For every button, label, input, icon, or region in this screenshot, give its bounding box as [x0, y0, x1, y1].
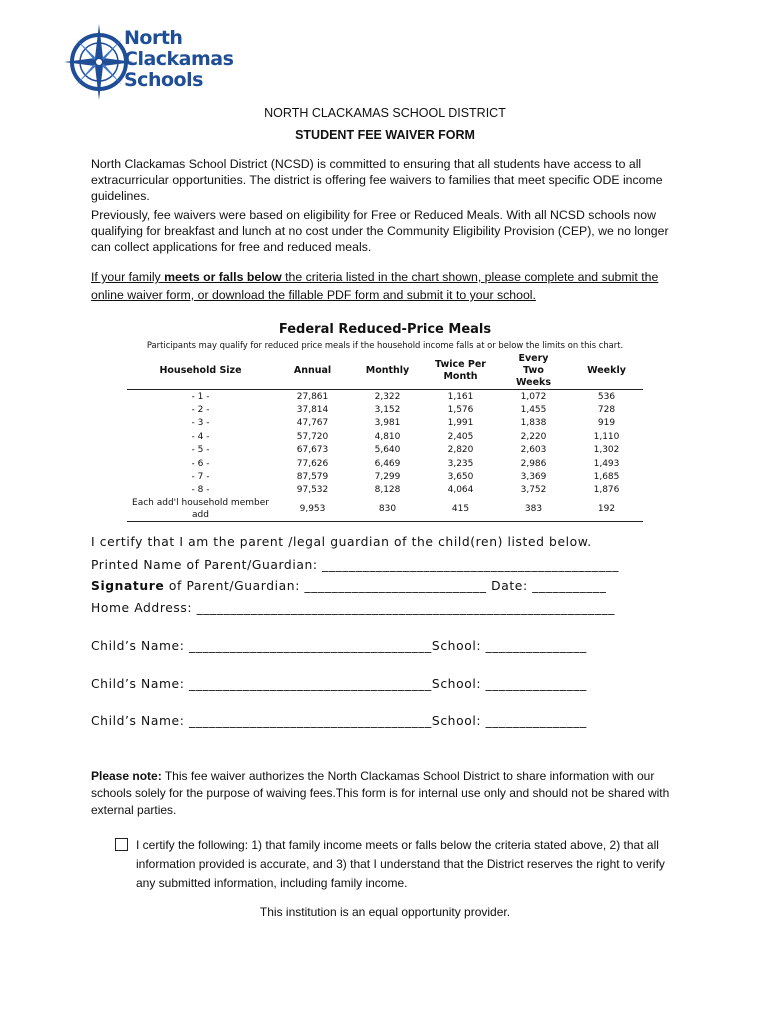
income-cell: 4,064 [447, 485, 474, 496]
certify-statement: I certify that I am the parent /legal guardian of the child(ren) listed below. [91, 535, 592, 549]
chart-subtitle: Participants may qualify for reduced price meals if the household income falls at or below the limits on this chart. [146, 340, 624, 350]
table-row [127, 457, 643, 470]
home-address-field[interactable]: Home Address: ______________________________________________________________ [91, 601, 616, 615]
income-cell: 3,152 [374, 405, 401, 416]
income-cell: 2,986 [520, 458, 547, 469]
income-cell: 7,299 [374, 472, 401, 483]
table-row [127, 403, 643, 416]
table-row [127, 430, 643, 443]
signature-field[interactable] [91, 579, 606, 593]
income-cell: 1,161 [447, 391, 474, 402]
intro-paragraph-1: North Clackamas School District (NCSD) is committed to ensuring that all students have access to all extracurricular opportunities. The district is offering fee waivers to families that meet specific ODE income guidelines. [91, 157, 663, 203]
household-size-cell: - 3 - [191, 418, 210, 429]
income-cell: 77,626 [296, 458, 329, 469]
note-text: This fee waiver authorizes the North Clackamas School District to share information with our schools solely for the purpose of waiving fees.This form is for internal use only and should not be shared with external parties. [91, 769, 670, 817]
income-cell: 2,220 [520, 431, 547, 442]
income-cell: 6,469 [374, 458, 401, 469]
income-cell: 9,953 [274, 497, 351, 522]
income-cell: 3,650 [447, 472, 474, 483]
household-size-cell: - 6 - [191, 458, 210, 469]
income-cell: 2,322 [374, 391, 401, 402]
please-note [91, 768, 681, 819]
income-cell: 2,603 [520, 445, 547, 456]
instructions-emphasis: meets or falls below [164, 270, 282, 284]
income-cell: 3,369 [520, 472, 547, 483]
income-cell: 47,767 [296, 418, 329, 429]
column-header: Household Size [127, 353, 274, 390]
column-header: Weekly [570, 353, 643, 390]
income-limits-table [127, 353, 643, 522]
instructions-paragraph [91, 268, 681, 304]
income-cell: 27,861 [296, 391, 329, 402]
income-cell: 3,981 [374, 418, 401, 429]
logo-line-2: Clackamas [124, 48, 234, 70]
income-cell: 1,302 [593, 445, 620, 456]
income-cell: 919 [597, 418, 616, 429]
income-cell: 728 [597, 405, 616, 416]
district-name: NORTH CLACKAMAS SCHOOL DISTRICT [264, 106, 506, 120]
household-size-cell: Each add'l household member add [127, 497, 274, 522]
income-cell: 67,673 [296, 445, 329, 456]
income-cell: 415 [424, 497, 497, 522]
income-cell: 1,493 [593, 458, 620, 469]
household-size-cell: - 1 - [191, 391, 210, 402]
income-cell: 97,532 [296, 485, 329, 496]
income-cell: 383 [497, 497, 570, 522]
instructions-text-start: If your family [91, 270, 165, 284]
income-cell: 536 [597, 391, 616, 402]
income-cell: 1,838 [520, 418, 547, 429]
income-cell: 3,752 [520, 485, 547, 496]
column-header: Annual [274, 353, 351, 390]
logo-line-1: North [124, 27, 183, 49]
income-cell: 57,720 [296, 431, 329, 442]
equal-opportunity-statement: This institution is an equal opportunity provider. [259, 905, 511, 919]
chart-title: Federal Reduced-Price Meals [278, 322, 492, 337]
income-cell: 1,110 [593, 431, 620, 442]
income-cell: 5,640 [374, 445, 401, 456]
income-cell: 1,455 [520, 405, 547, 416]
child-name-field-1[interactable]: Child’s Name: ____________________________________School: _______________ [91, 639, 587, 653]
instructions-text-end: the criteria listed in the chart shown, please complete and submit the online waiver form, or download the fillable PDF form and submit it to your school. [91, 270, 659, 302]
child-name-field-3[interactable]: Child’s Name: ____________________________________School: _______________ [91, 714, 587, 728]
household-size-cell: - 5 - [191, 445, 210, 456]
table-body [127, 390, 643, 522]
income-cell: 1,991 [447, 418, 474, 429]
form-title: STUDENT FEE WAIVER FORM [295, 128, 475, 142]
signature-label-rest: of Parent/Guardian: ___________________________ Date: ___________ [164, 579, 607, 593]
column-header: Twice Per Month [424, 353, 497, 390]
printed-name-field[interactable]: Printed Name of Parent/Guardian: ____________________________________________ [91, 558, 620, 572]
income-cell: 1,072 [520, 391, 547, 402]
income-cell: 87,579 [296, 472, 329, 483]
income-cell: 37,814 [296, 405, 329, 416]
table-row [127, 470, 643, 483]
table-row [127, 390, 643, 404]
income-cell: 830 [351, 497, 424, 522]
income-cell: 1,685 [593, 472, 620, 483]
certification-text: I certify the following: 1) that family income meets or falls below the criteria stated above, 2) that all information provided is accurate, and 3) that I understand that the District reserves the right to verify any submitted information, including family income. [136, 838, 665, 890]
table-header-row [127, 353, 643, 390]
table-row [127, 444, 643, 457]
income-cell: 2,405 [447, 431, 474, 442]
household-size-cell: - 2 - [191, 405, 210, 416]
table-row [127, 484, 643, 497]
income-cell: 4,810 [374, 431, 401, 442]
logo-line-3: Schools [124, 69, 203, 91]
column-header: Every Two Weeks [497, 353, 570, 390]
table-row [127, 417, 643, 430]
income-cell: 1,876 [593, 485, 620, 496]
note-label: Please note: [91, 769, 162, 783]
column-header: Monthly [351, 353, 424, 390]
child-name-field-2[interactable]: Child’s Name: ____________________________________School: _______________ [91, 677, 587, 691]
income-cell: 1,576 [447, 405, 474, 416]
household-size-cell: - 7 - [191, 472, 210, 483]
certification-checkbox[interactable] [115, 838, 128, 851]
household-size-cell: - 4 - [191, 431, 210, 442]
income-cell: 192 [570, 497, 643, 522]
income-cell: 2,820 [447, 445, 474, 456]
signature-label-bold: Signature [91, 579, 165, 593]
income-cell: 3,235 [447, 458, 474, 469]
income-cell: 8,128 [374, 485, 401, 496]
intro-paragraph-2: Previously, fee waivers were based on eligibility for Free or Reduced Meals. With all NCSD schools now qualifying for breakfast and lunch at no cost under the Community Eligibility Provision (CEP), we no longer can collect applications for free and reduced meals. [91, 208, 669, 254]
logo-wordmark [124, 28, 233, 91]
table-row [127, 497, 643, 522]
household-size-cell: - 8 - [191, 485, 210, 496]
